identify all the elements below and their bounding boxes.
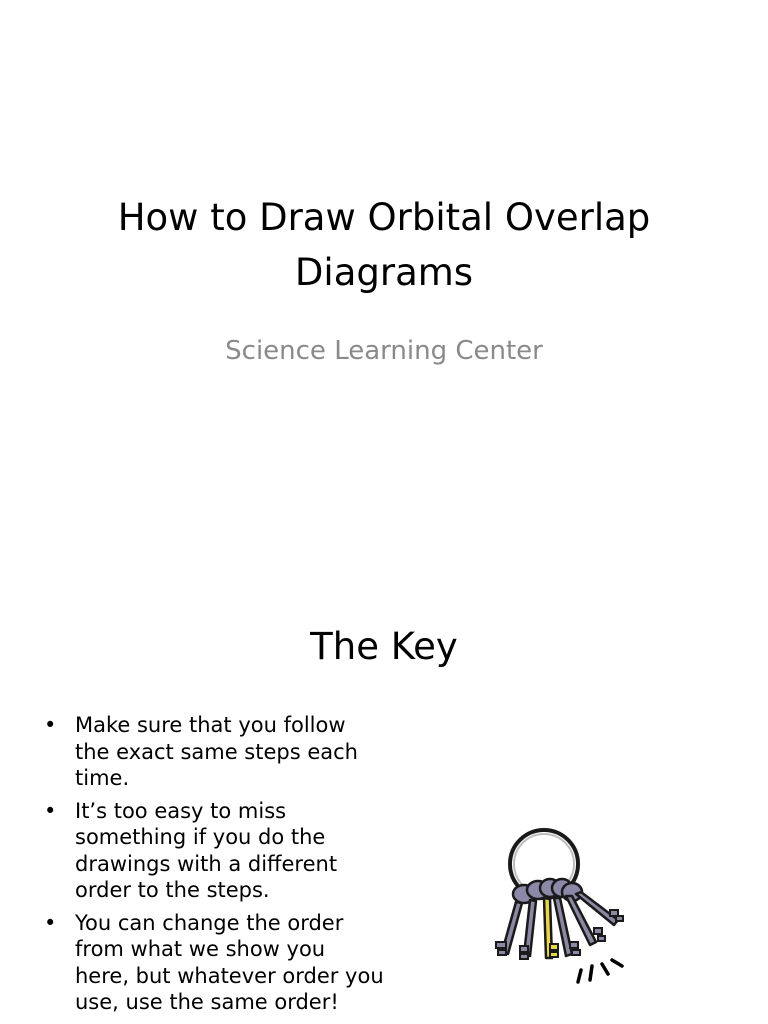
bullet-item xyxy=(44,712,384,792)
bullet-dot: • xyxy=(44,910,57,935)
title-line-2: Diagrams xyxy=(294,251,474,294)
title-line-1: How to Draw Orbital Overlap xyxy=(117,196,651,239)
bullet-item xyxy=(44,910,384,1016)
bullet-list xyxy=(44,712,384,1022)
keys-on-ring-icon xyxy=(486,824,636,984)
slide-heading: The Key xyxy=(310,625,458,668)
bullet-item xyxy=(44,798,384,904)
bullet-text: It’s too easy to miss something if you do the drawings with a different order to the steps. xyxy=(75,798,338,902)
bullet-dot: • xyxy=(44,798,57,823)
key-slide xyxy=(0,576,768,1024)
bullet-text: Make sure that you follow the exact same steps each time. xyxy=(75,713,358,790)
bullet-dot: • xyxy=(44,713,57,737)
slide-subtitle: Science Learning Center xyxy=(225,336,543,366)
slide-title xyxy=(60,190,708,300)
bullet-text: You can change the order from what we show you here, but whatever order you use, use the same order! xyxy=(75,910,384,1014)
